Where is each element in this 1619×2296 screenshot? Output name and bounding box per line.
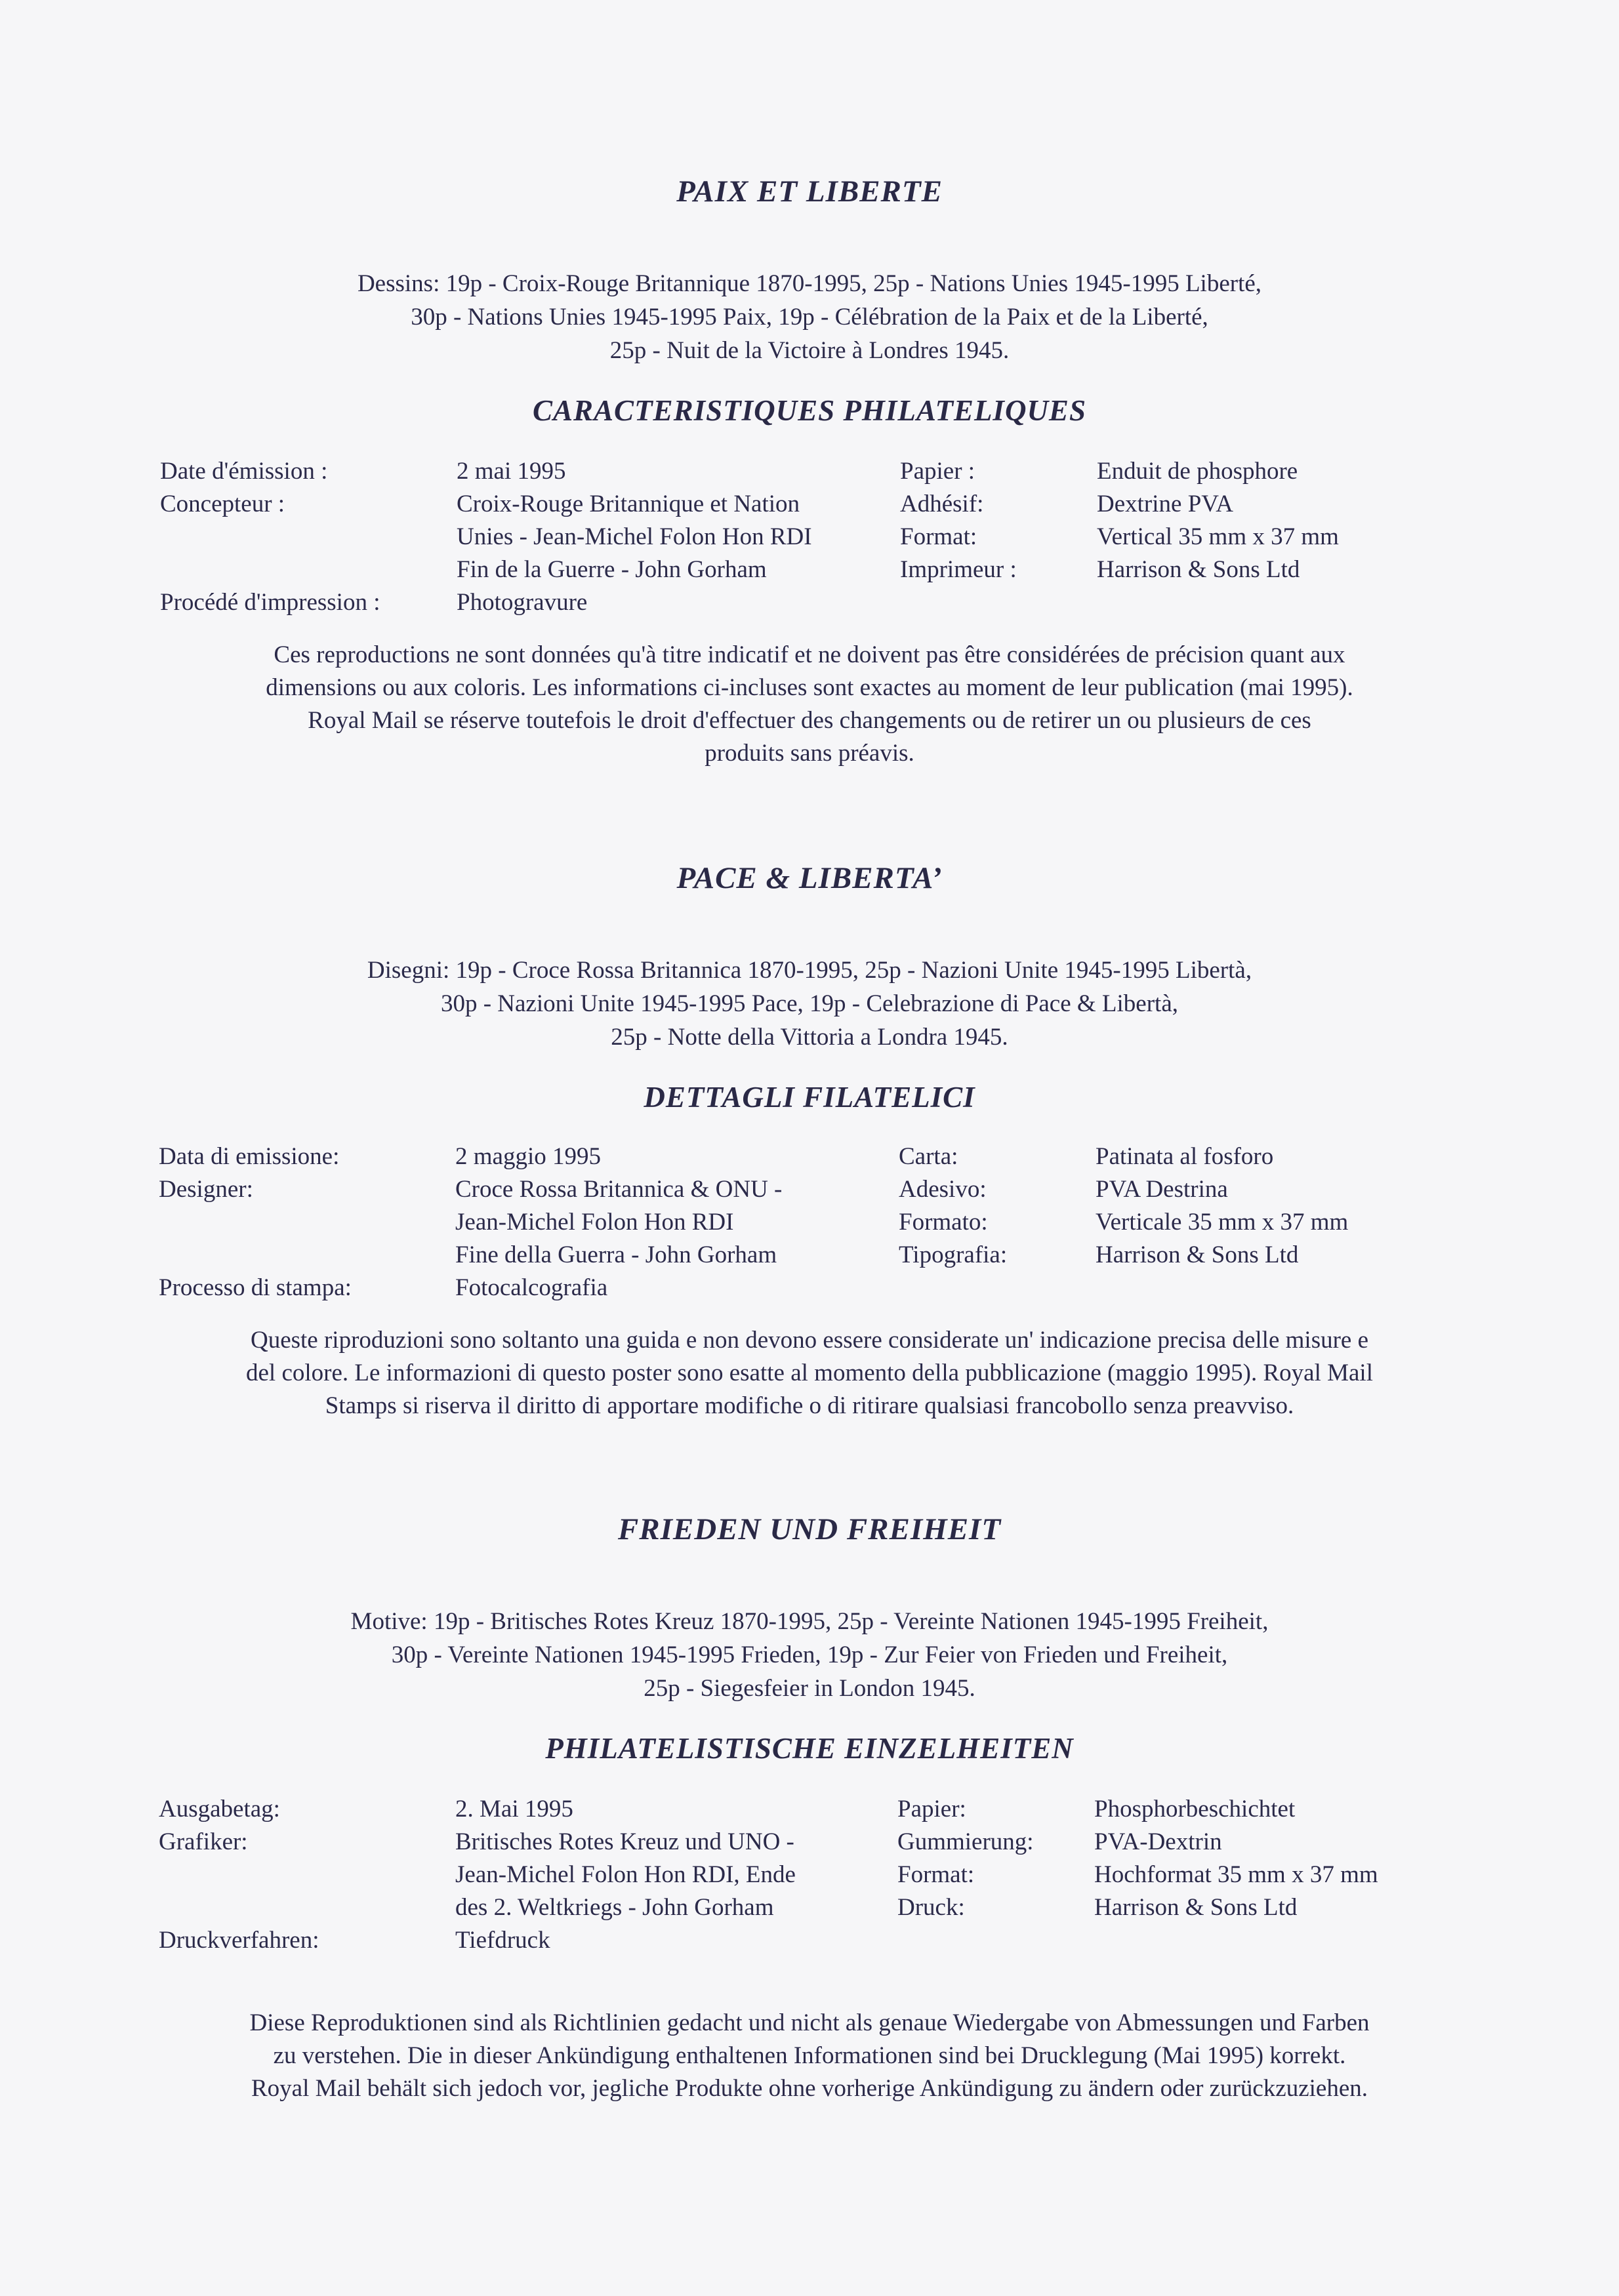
detail-label: Formato: — [899, 1209, 988, 1236]
detail-label — [159, 1859, 319, 1891]
detail-label: Imprimeur : — [900, 556, 1017, 583]
designs-line: 25p - Notte della Vittoria a Londra 1945. — [611, 1024, 1008, 1051]
values-left — [455, 1140, 782, 1304]
designs-line: 30p - Nazioni Unite 1945-1995 Pace, 19p - Celebrazione di Pace & Libertà, — [440, 990, 1179, 1017]
detail-label: Ausgabetag: — [159, 1796, 280, 1823]
detail-value: Fin de la Guerre - John Gorham — [457, 556, 767, 583]
disclaimer-line: Diese Reproduktionen sind als Richtlinien gedacht und nicht als genaue Wiedergabe von Abmessungen und Farben — [249, 2009, 1370, 2036]
detail-label: Format: — [897, 1861, 975, 1888]
detail-value: Phosphorbeschichtet — [1094, 1796, 1296, 1823]
detail-label: Adesivo: — [899, 1176, 987, 1203]
section-german — [0, 1512, 1619, 2105]
labels-left — [159, 1793, 319, 1957]
disclaimer-line: zu verstehen. Die in dieser Ankündigung enthaltenen Informationen sind bei Drucklegung (Mai 1995) korrekt. — [273, 2042, 1346, 2069]
disclaimer-line: Royal Mail behält sich jedoch vor, jegliche Produkte ohne vorherige Ankündigung zu ändern oder zurückzuziehen. — [251, 2075, 1368, 2102]
detail-label: Papier: — [897, 1796, 966, 1823]
detail-value: 2. Mai 1995 — [455, 1796, 573, 1823]
disclaimer-text — [0, 2007, 1619, 2105]
detail-label — [160, 554, 380, 586]
detail-value: Fotocalcografia — [455, 1274, 608, 1301]
detail-label — [159, 1206, 352, 1239]
designs-line: 30p - Vereinte Nationen 1945-1995 Frieden, 19p - Zur Feier von Frieden und Freiheit, — [391, 1641, 1228, 1668]
details-table — [0, 1140, 1619, 1311]
section-subtitle: DETTAGLI FILATELICI — [644, 1081, 975, 1114]
detail-value: Vertical 35 mm x 37 mm — [1097, 523, 1339, 550]
detail-label: Date d'émission : — [160, 458, 328, 485]
detail-value: Patinata al fosforo — [1096, 1143, 1274, 1170]
labels-right — [900, 455, 1017, 586]
designs-line: 25p - Nuit de la Victoire à Londres 1945. — [609, 337, 1010, 364]
detail-label — [159, 1891, 319, 1924]
detail-value: Unies - Jean-Michel Folon Hon RDI — [457, 523, 812, 550]
detail-label — [159, 1239, 352, 1272]
disclaimer-line: dimensions ou aux coloris. Les informations ci-incluses sont exactes au moment de leur publication (mai 1995). — [266, 674, 1353, 701]
disclaimer-text — [0, 639, 1619, 770]
disclaimer-line: Ces reproductions ne sont données qu'à titre indicatif et ne doivent pas être considérées de précision quant aux — [274, 641, 1345, 668]
section-title: FRIEDEN UND FREIHEIT — [617, 1512, 1002, 1546]
details-table — [0, 455, 1619, 626]
detail-value: 2 maggio 1995 — [455, 1143, 601, 1170]
detail-label: Adhésif: — [900, 491, 984, 517]
detail-label: Tipografia: — [899, 1241, 1008, 1268]
details-table — [0, 1793, 1619, 1964]
designs-line: 25p - Siegesfeier in London 1945. — [644, 1675, 975, 1702]
detail-label — [160, 521, 380, 554]
detail-label: Data di emissione: — [159, 1143, 340, 1170]
detail-value: 2 mai 1995 — [457, 458, 566, 485]
detail-value: Harrison & Sons Ltd — [1096, 1241, 1299, 1268]
disclaimer-line: produits sans préavis. — [705, 740, 914, 767]
detail-value: Harrison & Sons Ltd — [1094, 1894, 1298, 1921]
labels-right — [897, 1793, 1034, 1924]
labels-left — [160, 455, 380, 619]
designs-text — [0, 1605, 1619, 1705]
detail-value: Hochformat 35 mm x 37 mm — [1094, 1861, 1378, 1888]
designs-text — [0, 267, 1619, 367]
designs-line: Dessins: 19p - Croix-Rouge Britannique 1870-1995, 25p - Nations Unies 1945-1995 Liberté, — [357, 270, 1262, 297]
designs-line: Motive: 19p - Britisches Rotes Kreuz 1870-1995, 25p - Vereinte Nationen 1945-1995 Freiheit, — [350, 1608, 1269, 1635]
detail-value: Croce Rossa Britannica & ONU - — [455, 1176, 783, 1203]
values-right — [1096, 1140, 1348, 1272]
designs-text — [0, 954, 1619, 1054]
detail-value: Fine della Guerra - John Gorham — [455, 1241, 777, 1268]
section-italian — [0, 860, 1619, 1422]
detail-value: des 2. Weltkriegs - John Gorham — [455, 1894, 774, 1921]
disclaimer-line: Royal Mail se réserve toutefois le droit d'effectuer des changements ou de retirer un ou plusieurs de ces — [308, 707, 1311, 734]
values-left — [455, 1793, 796, 1957]
detail-label: Gummierung: — [897, 1828, 1034, 1855]
labels-left — [159, 1140, 352, 1304]
disclaimer-line: Queste riproduzioni sono soltanto una guida e non devono essere considerate un' indicazione precisa delle misure e — [250, 1327, 1369, 1354]
detail-label: Papier : — [900, 458, 975, 485]
detail-value: Jean-Michel Folon Hon RDI, Ende — [455, 1861, 796, 1888]
detail-value: PVA Destrina — [1096, 1176, 1228, 1203]
detail-label: Procédé d'impression : — [160, 589, 380, 616]
detail-value: Tiefdruck — [455, 1927, 550, 1954]
disclaimer-line: del colore. Le informazioni di questo poster sono esatte al momento della pubblicazione (maggio 1995). Royal Mail — [246, 1359, 1373, 1386]
section-french — [0, 174, 1619, 770]
values-right — [1094, 1793, 1378, 1924]
detail-value: Verticale 35 mm x 37 mm — [1096, 1209, 1349, 1236]
detail-value: Croix-Rouge Britannique et Nation — [457, 491, 800, 517]
detail-value: Britisches Rotes Kreuz und UNO - — [455, 1828, 794, 1855]
detail-label: Druck: — [897, 1894, 965, 1921]
section-subtitle: PHILATELISTISCHE EINZELHEITEN — [545, 1732, 1074, 1765]
detail-label: Druckverfahren: — [159, 1927, 319, 1954]
designs-line: 30p - Nations Unies 1945-1995 Paix, 19p - Célébration de la Paix et de la Liberté, — [411, 304, 1208, 331]
section-subtitle: CARACTERISTIQUES PHILATELIQUES — [533, 394, 1086, 427]
detail-value: Jean-Michel Folon Hon RDI — [455, 1209, 734, 1236]
detail-label: Carta: — [899, 1143, 958, 1170]
detail-value: PVA-Dextrin — [1094, 1828, 1222, 1855]
disclaimer-text — [0, 1324, 1619, 1422]
section-title: PAIX ET LIBERTE — [676, 174, 943, 209]
detail-value: Harrison & Sons Ltd — [1097, 556, 1300, 583]
detail-label: Concepteur : — [160, 491, 285, 517]
designs-line: Disegni: 19p - Croce Rossa Britannica 1870-1995, 25p - Nazioni Unite 1945-1995 Libertà, — [367, 957, 1252, 984]
section-title: PACE & LIBERTA’ — [676, 861, 943, 895]
detail-value: Photogravure — [457, 589, 588, 616]
labels-right — [899, 1140, 1007, 1272]
detail-label: Format: — [900, 523, 977, 550]
disclaimer-line: Stamps si riserva il diritto di apportare modifiche o di ritirare qualsiasi francobollo senza preavviso. — [325, 1392, 1294, 1419]
values-right — [1097, 455, 1339, 586]
detail-value: Dextrine PVA — [1097, 491, 1233, 517]
detail-value: Enduit de phosphore — [1097, 458, 1298, 485]
detail-label: Processo di stampa: — [159, 1274, 352, 1301]
detail-label: Designer: — [159, 1176, 253, 1203]
values-left — [457, 455, 812, 619]
detail-label: Grafiker: — [159, 1828, 248, 1855]
